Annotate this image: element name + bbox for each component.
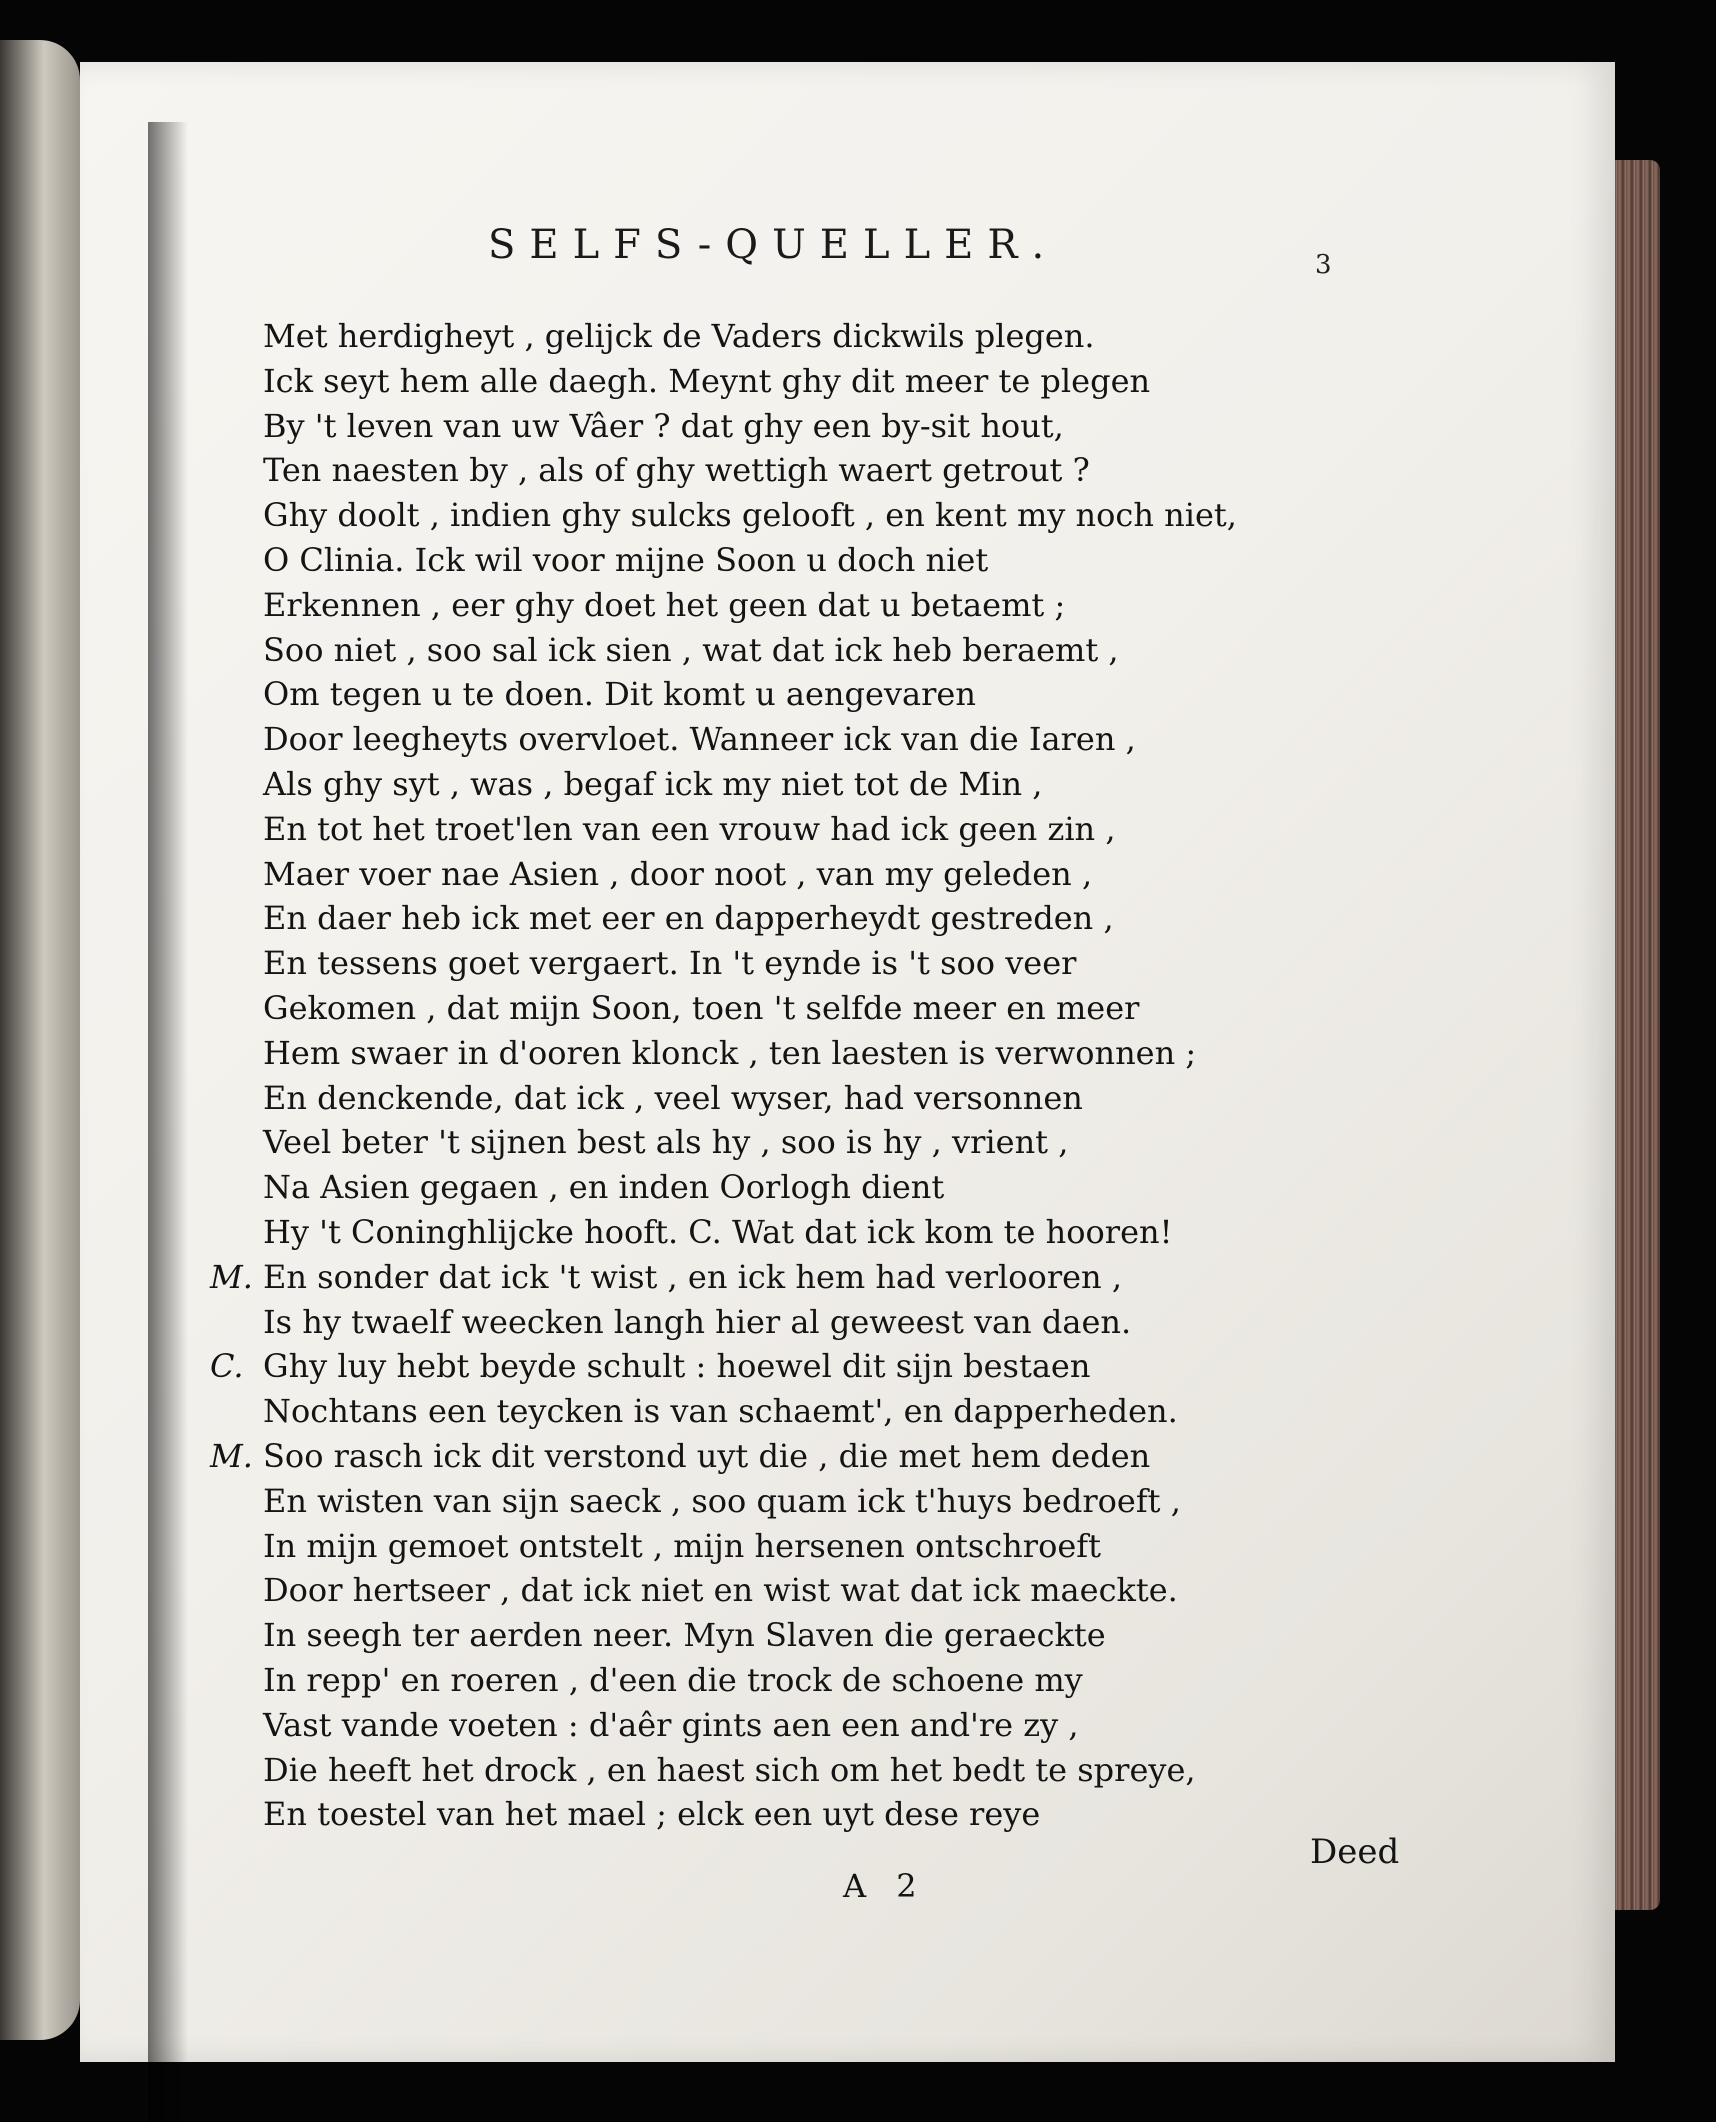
verse-text: En tessens goet vergaert. In 't eynde is 't soo veer bbox=[263, 944, 1077, 983]
verse-line bbox=[80, 1300, 1615, 1345]
verse-text: In seegh ter aerden neer. Myn Slaven die geraeckte bbox=[263, 1616, 1106, 1655]
verse-line bbox=[80, 538, 1615, 583]
verse-text: Maer voer nae Asien , door noot , van my geleden , bbox=[263, 854, 1093, 893]
verse-text: In repp' en roeren , d'een die trock de schoene my bbox=[263, 1660, 1083, 1699]
verse-line bbox=[80, 1568, 1615, 1613]
verse-block bbox=[80, 314, 1615, 1837]
verse-text: Soo rasch ick dit verstond uyt die , die met hem deden bbox=[263, 1436, 1151, 1475]
verse-line bbox=[80, 762, 1615, 807]
verse-line bbox=[80, 1120, 1615, 1165]
verse-text: En toestel van het mael ; elck een uyt dese reye bbox=[263, 1795, 1041, 1834]
verse-text: Ten naesten by , als of ghy wettigh waert getrout ? bbox=[263, 451, 1090, 490]
verse-line bbox=[80, 583, 1615, 628]
verse-text: En wisten van sijn saeck , soo quam ick t'huys bedroeft , bbox=[263, 1481, 1181, 1520]
verse-line bbox=[80, 1613, 1615, 1658]
verse-line bbox=[80, 1658, 1615, 1703]
verse-line bbox=[80, 986, 1615, 1031]
speaker-label: M. bbox=[210, 1257, 253, 1296]
verse-line bbox=[80, 1703, 1615, 1748]
verse-text: Veel beter 't sijnen best als hy , soo is hy , vrient , bbox=[263, 1123, 1069, 1162]
verse-text: Door leegheyts overvloet. Wanneer ick van die Iaren , bbox=[263, 720, 1136, 759]
verse-line bbox=[80, 852, 1615, 897]
verse-line bbox=[80, 1792, 1615, 1837]
verse-line bbox=[80, 1165, 1615, 1210]
verse-line bbox=[80, 941, 1615, 986]
verse-line bbox=[80, 717, 1615, 762]
verse-text: En tot het troet'len van een vrouw had ick geen zin , bbox=[263, 809, 1116, 848]
verse-line bbox=[80, 1255, 1615, 1300]
verse-text: En sonder dat ick 't wist , en ick hem had verlooren , bbox=[263, 1257, 1122, 1296]
catchword: Deed bbox=[1310, 1832, 1400, 1872]
verse-line bbox=[80, 807, 1615, 852]
signature-mark: A 2 bbox=[843, 1867, 927, 1905]
verse-text: Met herdigheyt , gelijck de Vaders dickwils plegen. bbox=[263, 317, 1095, 355]
page-header bbox=[80, 222, 1615, 282]
verse-text: En denckende, dat ick , veel wyser, had versonnen bbox=[263, 1078, 1083, 1117]
verse-line bbox=[80, 493, 1615, 538]
verse-line bbox=[80, 1434, 1615, 1479]
verse-text: Na Asien gegaen , en inden Oorlogh dient bbox=[263, 1168, 945, 1207]
verse-text: Erkennen , eer ghy doet het geen dat u betaemt ; bbox=[263, 585, 1066, 624]
verse-text: Ick seyt hem alle daegh. Meynt ghy dit meer te plegen bbox=[263, 361, 1151, 400]
verse-text: By 't leven van uw Vâer ? dat ghy een by-sit hout, bbox=[263, 406, 1064, 445]
verse-text: Nochtans een teycken is van schaemt', en dapperheden. bbox=[263, 1392, 1178, 1431]
verse-text: Door hertseer , dat ick niet en wist wat dat ick maeckte. bbox=[263, 1571, 1178, 1610]
verse-text: In mijn gemoet ontstelt , mijn hersenen ontschroeft bbox=[263, 1526, 1101, 1565]
verse-text: Is hy twaelf weecken langh hier al geweest van daen. bbox=[263, 1302, 1132, 1341]
verse-line bbox=[80, 404, 1615, 449]
verse-line bbox=[80, 1344, 1615, 1389]
verse-text: O Clinia. Ick wil voor mijne Soon u doch niet bbox=[263, 540, 989, 579]
verse-line bbox=[80, 359, 1615, 404]
verse-line bbox=[80, 1389, 1615, 1434]
verse-text: En daer heb ick met eer en dapperheydt gestreden , bbox=[263, 899, 1114, 938]
verse-text: Hy 't Coninghlijcke hooft. C. Wat dat ick kom te hooren! bbox=[263, 1212, 1173, 1251]
facing-page-edge bbox=[0, 40, 80, 2040]
verse-line bbox=[80, 1524, 1615, 1569]
verse-line bbox=[80, 1076, 1615, 1121]
verse-text: Soo niet , soo sal ick sien , wat dat ick heb beraemt , bbox=[263, 630, 1119, 669]
verse-text: Ghy doolt , indien ghy sulcks gelooft , en kent my noch niet, bbox=[263, 496, 1237, 535]
verse-text: Gekomen , dat mijn Soon, toen 't selfde meer en meer bbox=[263, 988, 1140, 1027]
verse-line bbox=[80, 1210, 1615, 1255]
verse-text: Om tegen u te doen. Dit komt u aengevaren bbox=[263, 675, 976, 714]
speaker-label: C. bbox=[210, 1347, 244, 1386]
verse-line bbox=[80, 628, 1615, 673]
verse-text: Vast vande voeten : d'aêr gints aen een and're zy , bbox=[263, 1705, 1079, 1744]
running-title: SELFS-QUELLER. bbox=[488, 222, 1059, 268]
verse-line bbox=[80, 896, 1615, 941]
printed-page bbox=[80, 62, 1615, 2062]
verse-text: Als ghy syt , was , begaf ick my niet tot de Min , bbox=[263, 764, 1043, 803]
verse-line bbox=[80, 672, 1615, 717]
verse-text: Ghy luy hebt beyde schult : hoewel dit sijn bestaen bbox=[263, 1347, 1091, 1386]
verse-line bbox=[80, 1031, 1615, 1076]
verse-text: Die heeft het drock , en haest sich om het bedt te spreye, bbox=[263, 1750, 1196, 1789]
verse-line bbox=[80, 1479, 1615, 1524]
folio-number: 3 bbox=[1315, 250, 1332, 280]
verse-text: Hem swaer in d'ooren klonck , ten laesten is verwonnen ; bbox=[263, 1033, 1197, 1072]
speaker-label: M. bbox=[210, 1436, 253, 1475]
verse-line bbox=[80, 448, 1615, 493]
verse-line bbox=[80, 1748, 1615, 1793]
verse-line bbox=[80, 314, 1615, 359]
